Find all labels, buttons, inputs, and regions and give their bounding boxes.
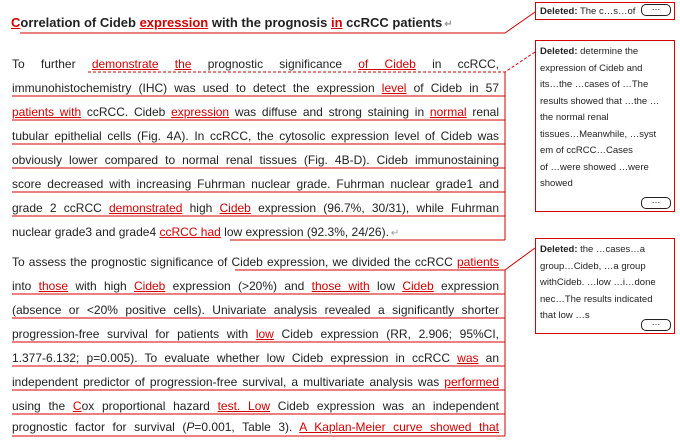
paragraph-1-line: grade 2 ccRCC demonstrated high Cideb expression (96.7%, 30/31), while Fuhrman	[12, 201, 500, 215]
paragraph-2-line: 1.377-6.132; p=0.005). To evaluate whether low Cideb expression in ccRCC was an	[12, 351, 499, 365]
paragraph-1-line: nuclear grade3 and grade4 ccRCC had low expression (92.3%, 24/26). ↵	[12, 225, 400, 239]
paragraph-2-line: (absence or <20% positive cells). Univariate analysis revealed a significantly shorter	[12, 303, 499, 317]
paragraph-2-line: into those with high Cideb expression (>20%) and those with low Cideb expression	[12, 279, 500, 293]
deleted-comment-balloon[interactable]: Deleted: determine the expression of Cideb and its…the …cases of …The results showed that …the … the normal renal tissues…Meanwhile, …syst em of ccRCC…Cases of …were showed …were showed …	[535, 40, 675, 212]
paragraph-2-line: prognostic factor for survival (P=0.001, Table 3). A Kaplan-Meier curve showed that	[12, 420, 500, 434]
paragraph-2-line: independent predictor of progression-free survival, a multivariate analysis was performed	[12, 375, 499, 389]
paragraph-1-line: obviously lower compared to normal renal tissues (Fig. 4B-D). Cideb immunostaining	[12, 153, 499, 167]
expand-comment-button[interactable]: …	[641, 4, 671, 16]
expand-comment-button[interactable]: …	[641, 197, 671, 209]
paragraph-2-line: progression-free survival for patients with low Cideb expression (RR, 2.906; 95%CI,	[12, 327, 500, 341]
deleted-comment-balloon[interactable]: Deleted: the …cases…a group…Cideb, …a group withCideb. …low …i…done nec…The results indicated that low …s …	[535, 238, 675, 334]
paragraph-2-line: To assess the prognostic significance of Cideb expression, we divided the ccRCC patients	[12, 255, 499, 269]
paragraph-1-line: immunohistochemistry (IHC) was used to detect the expression level of Cideb in 57	[12, 81, 500, 95]
paragraph-1-line: score decreased with increasing Fuhrman nuclear grade. Fuhrman nuclear grade1 and	[12, 177, 499, 191]
paragraph-1-line: tubular epithelial cells (Fig. 4A). In ccRCC, the cytosolic expression level of Cideb was	[12, 129, 499, 143]
paragraph-2-line: using the Cox proportional hazard test. Low Cideb expression was an independent	[12, 399, 499, 413]
paragraph-1-line: patients with ccRCC. Cideb expression was diffuse and strong staining in normal renal	[12, 105, 500, 119]
deleted-comment-balloon[interactable]: Deleted: The c…s…of …	[535, 2, 675, 20]
paragraph-1-line: To further demonstrate the prognostic significance of Cideb in ccRCC,	[12, 57, 500, 71]
expand-comment-button[interactable]: …	[641, 319, 671, 331]
section-title: Correlation of Cideb expression with the prognosis in ccRCC patients ↵	[11, 15, 453, 30]
